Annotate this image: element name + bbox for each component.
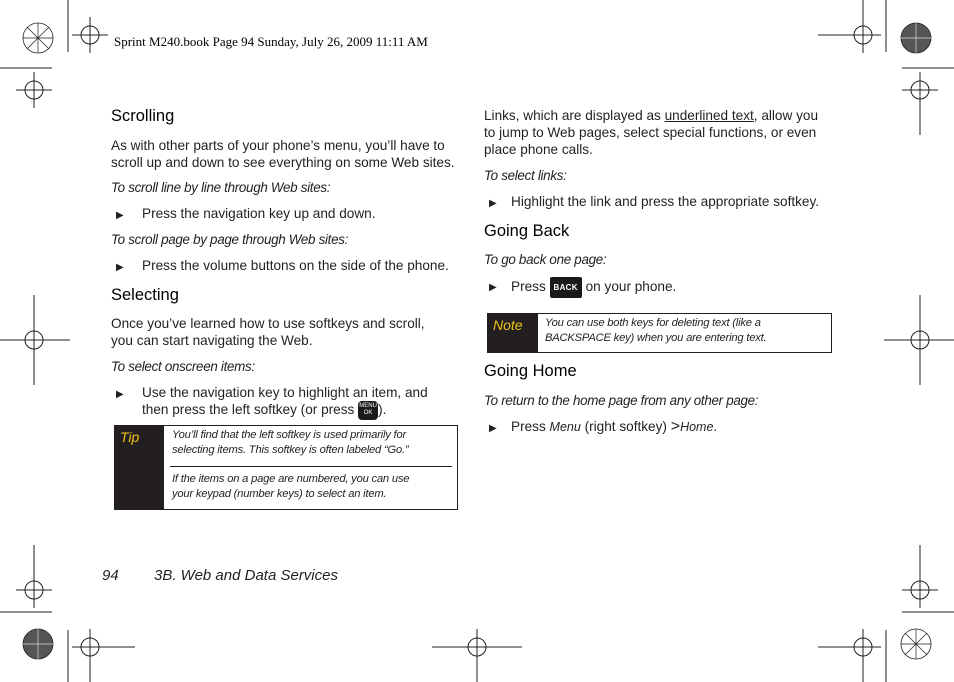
print-header: Sprint M240.book Page 94 Sunday, July 26, 2009 11:11 AM (114, 34, 428, 49)
bullet-arrow-icon: ▶ (116, 210, 124, 221)
bullet-arrow-icon: ▶ (489, 198, 497, 209)
tip-label: Tip (115, 426, 164, 509)
note-box (487, 313, 832, 353)
tip-paragraph-2: If the items on a page are numbered, you can use your keypad (number keys) to select an item. (172, 473, 410, 500)
tip-paragraph-1: You’ll find that the left softkey is used primarily for selecting items. This softkey is often labeled “Go.” (172, 429, 409, 456)
heading-selecting: Selecting (111, 286, 179, 304)
note-label: Note (488, 314, 538, 352)
bullet-arrow-icon: ▶ (489, 282, 497, 293)
heading-going-back: Going Back (484, 222, 570, 240)
tip-box (114, 425, 458, 510)
go-back-instruction: To go back one page: (484, 252, 607, 267)
select-links-instruction: To select links: (484, 168, 567, 183)
menu-ok-key-icon: MENU OK (358, 401, 378, 420)
links-intro-line2: to jump to Web pages, select special functions, or even (484, 125, 817, 140)
underlined-text-example: underlined text (664, 108, 754, 123)
selecting-intro-line2: you can start navigating the Web. (111, 333, 313, 348)
selecting-intro-line1: Once you’ve learned how to use softkeys and scroll, (111, 316, 425, 331)
bullet-arrow-icon: ▶ (116, 262, 124, 273)
select-items-bullet: ▶ Use the navigation key to highlight an item, and then press the left softkey (or press MENU OK ). (116, 384, 476, 420)
links-intro-line3: place phone calls. (484, 142, 593, 157)
scrolling-intro-line1: As with other parts of your phone’s menu, you’ll have to (111, 138, 445, 153)
note-text: You can use both keys for deleting text (like a BACKSPACE key) when you are entering text. (545, 317, 767, 344)
links-intro-line1: Links, which are displayed as underlined text, allow you (484, 108, 819, 123)
page-number: 94 (102, 567, 119, 584)
scrolling-intro-line2: scroll up and down to see everything on some Web sites. (111, 155, 455, 170)
bullet-arrow-icon: ▶ (489, 423, 497, 434)
section-title: 3B. Web and Data Services (154, 567, 338, 584)
select-items-instruction: To select onscreen items: (111, 359, 255, 374)
back-key-icon: BACK (550, 277, 582, 298)
bullet-arrow-icon: ▶ (116, 389, 124, 400)
heading-going-home: Going Home (484, 362, 577, 380)
tip-divider (170, 466, 452, 467)
heading-scrolling: Scrolling (111, 107, 175, 125)
scroll-line-instruction: To scroll line by line through Web sites: (111, 180, 331, 195)
scroll-page-instruction: To scroll page by page through Web sites: (111, 232, 349, 247)
go-home-instruction: To return to the home page from any other page: (484, 393, 759, 408)
